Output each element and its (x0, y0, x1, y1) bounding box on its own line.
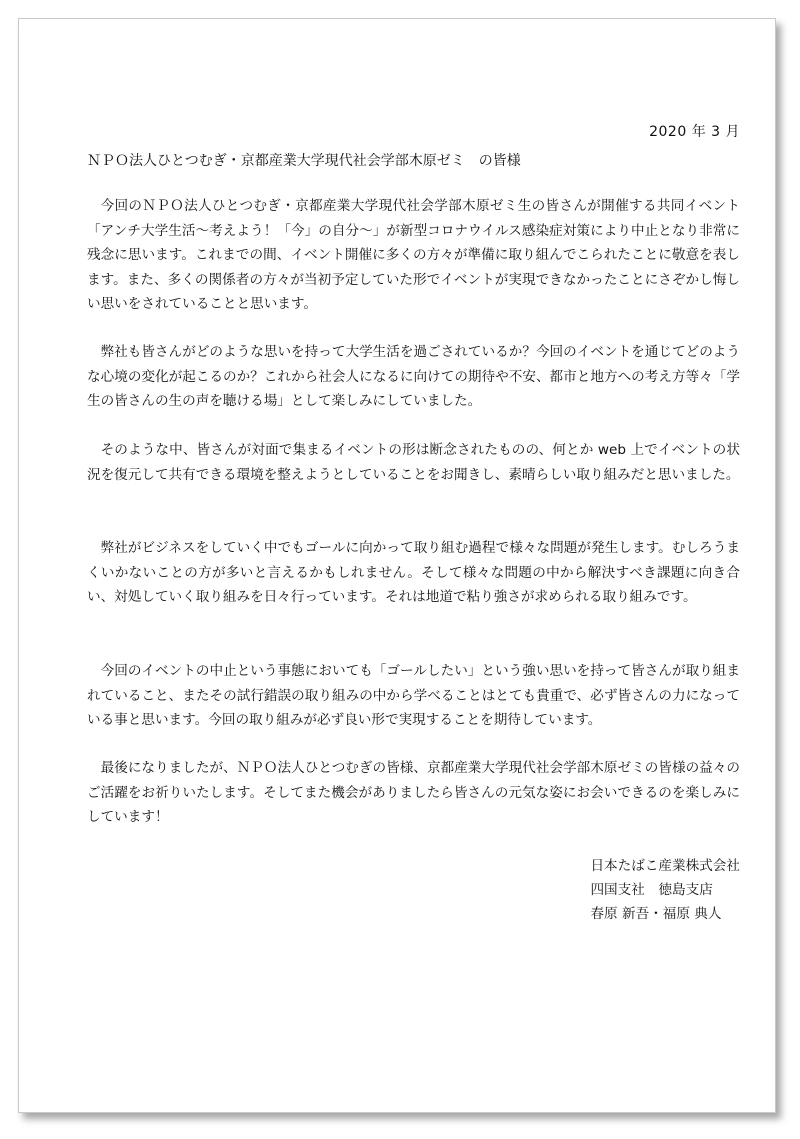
paragraph-4: 弊社がビジネスをしていく中でもゴールに向かって取り組む過程で様々な問題が発生します。むしろうまくいかないことの方が多いと言えるかもしれません。そして様々な問題の中から解決すべき課題に向き合い、対処していく取り組みを日々行っています。それは地道で粘り強さが求められる取り組みです。 (87, 540, 740, 605)
signature-company: 日本たばこ産業株式会社 (590, 858, 740, 874)
paragraph-1: 今回のＮＰＯ法人ひとつむぎ・京都産業大学現代社会学部木原ゼミ生の皆さんが開催する共同イベント「アンチ大学生活～考えよう！「今」の自分～」が新型コロナウイルス感染症対策により中止となり非常に残念に思います。これまでの間、イベント開催に多くの方々が準備に取り組んでこられたことに敬意を表します。また、多くの関係者の方々が当初予定していた形でイベントが実現できなかったことにさぞかし悔しい思いをされていることと思います。 (87, 198, 740, 312)
paragraph-5: 今回のイベントの中止という事態においても「ゴールしたい」という強い思いを持って皆さんが取り組まれていること、またその試行錯誤の取り組みの中から学べることはとても貴重で、必ず皆さんの力になっている事と思います。今回の取り組みが必ず良い形で実現することを期待しています。 (87, 663, 740, 728)
paragraph-3: そのような中、皆さんが対面で集まるイベントの形は断念されたものの、何とか web 上でイベントの状況を復元して共有できる環境を整えようとしていることをお聞きし、素晴らしい取り組みだと思いました。 (87, 442, 740, 483)
letter-addressee: ＮＰＯ法人ひとつむぎ・京都産業大学現代社会学部木原ゼミ の皆様 (87, 153, 521, 169)
signature-names: 春原 新吾・福原 典人 (590, 906, 722, 922)
paragraph-2: 弊社も皆さんがどのような思いを持って大学生活を過ごされているか？今回のイベントを通じてどのような心境の変化が起こるのか？これから社会人になるに向けての期待や不安、都市と地方への考え方等々「学生の皆さんの生の声を聴ける場」として楽しみにしていました。 (87, 344, 740, 409)
letter-page (18, 18, 776, 1113)
signature-branch: 四国支社 徳島支店 (590, 882, 713, 898)
signature-block (590, 854, 740, 926)
letter-date: 2020 年 3 月 (649, 124, 740, 140)
paragraph-6: 最後になりましたが、ＮＰＯ法人ひとつむぎの皆様、京都産業大学現代社会学部木原ゼミの皆様の益々のご活躍をお祈りいたします。そしてまた機会がありましたら皆さんの元気な姿にお会いできるのを楽しみにしています！ (87, 760, 740, 825)
